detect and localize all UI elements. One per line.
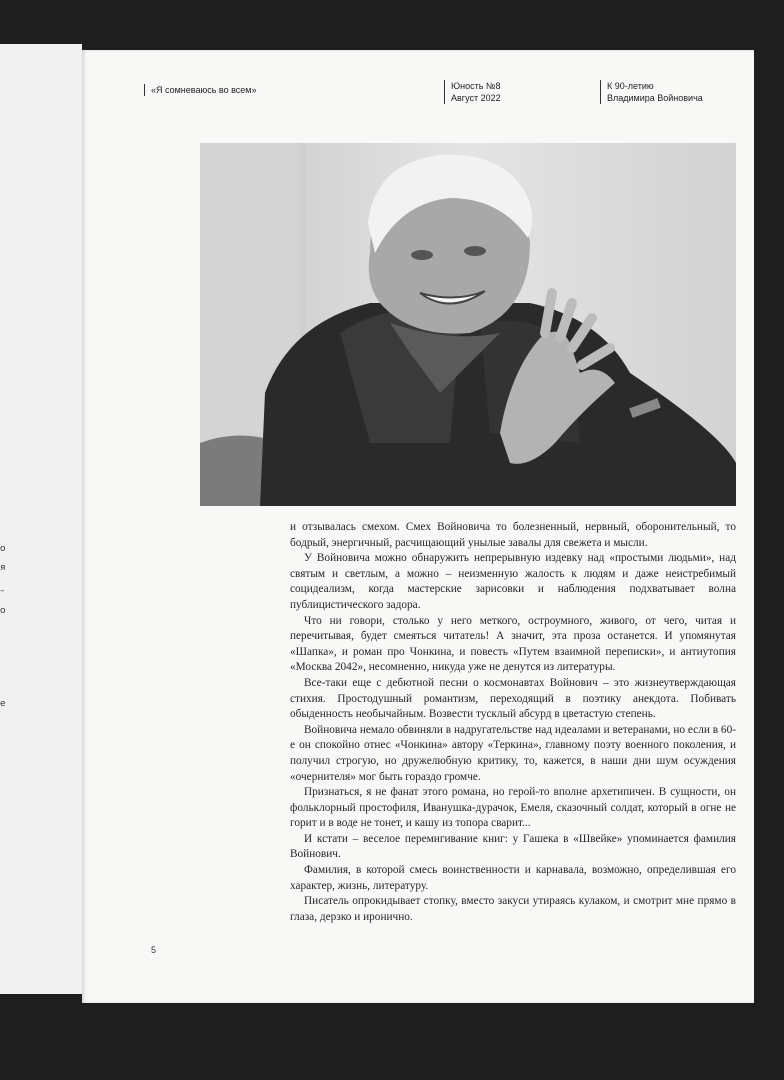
paragraph: Все-таки еще с дебютной песни о космонавтах Войнович – это жизнеутверждающая стихия. Простодушный романтизм, переходящий в поэтику анекдота. Побивать обыденность необычайным. Возвести тусклый абсурд в цветастую степень.: [290, 676, 736, 721]
facing-page-fragment: е: [0, 699, 6, 709]
paragraph: Фамилия, в которой смесь воинственности и карнавала, возможно, определившая его характер, жизнь, литературу.: [290, 864, 736, 892]
page-number: 5: [151, 945, 157, 955]
paragraph: Писатель опрокидывает стопку, вместо закуси утираясь кулаком, и смотрит мне прямо в глаза, дерзко и иронично.: [290, 895, 736, 923]
facing-page-fragment: я: [0, 563, 6, 573]
running-header: [82, 80, 754, 110]
paragraph: Что ни говори, столько у него меткого, остроумного, живого, от чего, читая и перечитывая, будет смеяться читатель! А значит, эта проза останется. И упомянутая «Шапка», и роман про Чонкина, и повесть «Путем взаимной переписки», и антиутопия «Москва 2042», несомненно, никуда уже не денутся из литературы.: [290, 614, 736, 674]
rubric-person: Владимира Войновича: [607, 93, 703, 103]
facing-page-fragment: о: [0, 544, 6, 554]
magazine-name: Юность №8: [451, 81, 501, 91]
facing-page-fragment: –: [0, 586, 5, 596]
rubric-title: К 90-летию: [607, 81, 654, 91]
portrait-photo: [200, 143, 736, 506]
paragraph: У Войновича можно обнаружить непрерывную издевку над «простыми людьми», над святым и светлым, а можно – неизменную жалость к людям и даже неистребимый социдеализм, когда мастерские зарисовки и наблюдения подхватывает волна публицистического задора.: [290, 552, 736, 611]
section-title: «Я сомневаюсь во всем»: [144, 84, 256, 96]
paragraph: Войновича немало обвиняли в надругательстве над идеалами и ветеранами, но если в 60-е он спокойно отнес «Чонкина» автору «Теркина», главному поэту военного поколения, и получил строгую, но дружелюбную критику, то, кажется, в наши дни шум осуждения «очернителя» мог быть гораздо громче.: [290, 723, 736, 783]
rubric: [600, 80, 703, 104]
article-body: [290, 520, 736, 925]
facing-page-edge: [0, 44, 82, 994]
paragraph: Признаться, я не фанат этого романа, но герой-то вполне архетипичен. В сущности, он фольклорный простофиля, Иванушка-дурачок, Емеля, сказочный солдат, который в огне не горит и в воде не тонет, и кашу из топора сварит...: [290, 786, 736, 830]
facing-page-fragment: о: [0, 606, 6, 616]
paragraph: И кстати – веселое перемигивание книг: у Гашека в «Швейке» упоминается фамилия Войнович.: [290, 832, 736, 861]
issue-date: Август 2022: [451, 93, 501, 103]
paragraph: и отзывалась смехом. Смех Войновича то болезненный, нервный, оборонительный, то бодрый, энергичный, расчищающий унылые завалы для свежета и мысли.: [290, 521, 736, 549]
magazine-page: [82, 50, 754, 1003]
issue-info: [444, 80, 501, 104]
